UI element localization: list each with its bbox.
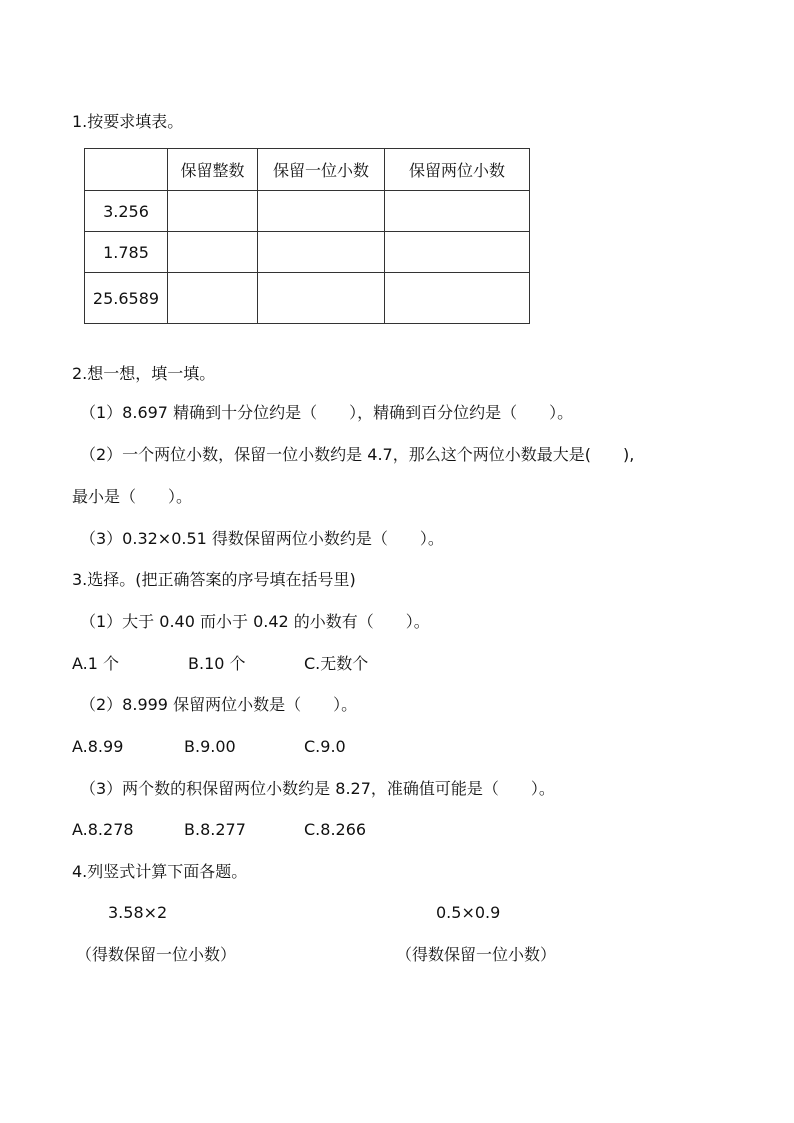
answer-cell[interactable] — [258, 273, 385, 324]
question-2-title: 2.想一想，填一填。 — [72, 364, 216, 383]
table-row — [85, 191, 530, 232]
answer-cell[interactable] — [168, 232, 258, 273]
question-3-title: 3.选择。(把正确答案的序号填在括号里) — [72, 570, 356, 589]
header-cell-integer: 保留整数 — [168, 149, 258, 191]
question-3-item-2: （2）8.999 保留两位小数是（ ）。 — [80, 695, 358, 714]
option-c: C.8.266 — [304, 820, 367, 839]
row-number: 3.256 — [85, 191, 168, 232]
row-number: 1.785 — [85, 232, 168, 273]
header-cell-two-decimals: 保留两位小数 — [385, 149, 530, 191]
answer-cell[interactable] — [385, 232, 530, 273]
answer-cell[interactable] — [168, 191, 258, 232]
table-header-row — [85, 149, 530, 191]
rounding-table — [84, 148, 530, 324]
header-cell-one-decimal: 保留一位小数 — [258, 149, 385, 191]
calc-note-2: （得数保留一位小数） — [396, 945, 557, 964]
question-1-title: 1.按要求填表。 — [72, 112, 184, 131]
option-a: A.8.99 — [72, 737, 124, 756]
option-a: A.8.278 — [72, 820, 134, 839]
table-row — [85, 273, 530, 324]
option-c: C.9.0 — [304, 737, 346, 756]
option-b: B.9.00 — [184, 737, 236, 756]
row-number: 25.6589 — [85, 273, 168, 324]
question-2-item-1: （1）8.697 精确到十分位约是（ ），精确到百分位约是（ ）。 — [80, 403, 574, 422]
answer-cell[interactable] — [385, 191, 530, 232]
question-3-item-1: （1）大于 0.40 而小于 0.42 的小数有（ ）。 — [80, 612, 430, 631]
answer-cell[interactable] — [258, 232, 385, 273]
question-4-title: 4.列竖式计算下面各题。 — [72, 862, 248, 881]
question-3-item-3: （3）两个数的积保留两位小数约是 8.27，准确值可能是（ ）。 — [80, 779, 555, 798]
option-b: B.10 个 — [188, 654, 246, 673]
answer-cell[interactable] — [385, 273, 530, 324]
question-2-item-3: （3）0.32×0.51 得数保留两位小数约是（ ）。 — [80, 529, 444, 548]
option-c: C.无数个 — [304, 654, 369, 673]
option-b: B.8.277 — [184, 820, 246, 839]
table-row — [85, 232, 530, 273]
calc-expression-1: 3.58×2 — [108, 903, 168, 922]
option-a: A.1 个 — [72, 654, 120, 673]
answer-cell[interactable] — [168, 273, 258, 324]
header-cell-empty — [85, 149, 168, 191]
question-2-item-2-line-1: （2）一个两位小数，保留一位小数约是 4.7，那么这个两位小数最大是( ), — [80, 445, 635, 464]
calc-expression-2: 0.5×0.9 — [436, 903, 501, 922]
question-2-item-2-line-2: 最小是（ ）。 — [72, 487, 193, 506]
calc-note-1: （得数保留一位小数） — [76, 945, 237, 964]
answer-cell[interactable] — [258, 191, 385, 232]
